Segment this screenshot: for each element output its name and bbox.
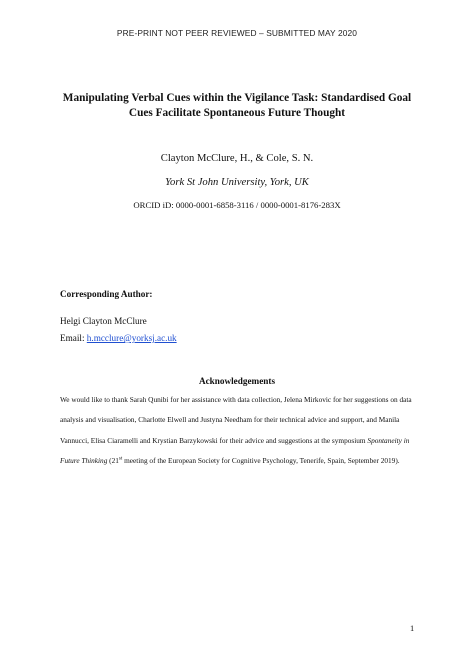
ack-text-part2: (21 — [107, 456, 119, 466]
email-link[interactable]: h.mcclure@yorksj.ac.uk — [86, 333, 177, 343]
paper-title: Manipulating Verbal Cues within the Vigilance Task: Standardised Goal Cues Facilitate Spontaneous Future Thought — [62, 92, 412, 119]
corresponding-author-name: Helgi Clayton McClure — [60, 316, 147, 326]
acknowledgements-heading: Acknowledgements — [198, 376, 276, 386]
author-list: Clayton McClure, H., & Cole, S. N. — [160, 153, 314, 164]
preprint-notice: PRE-PRINT NOT PEER REVIEWED – SUBMITTED MAY 2020 — [116, 28, 358, 38]
corresponding-author-heading: Corresponding Author: — [60, 289, 153, 299]
orcid-ids: ORCID iD: 0000-0001-6858-3116 / 0000-0001-8176-283X — [133, 200, 341, 210]
ack-text-part3: meeting of the European Society for Cognitive Psychology, Tenerife, Spain, September 2019). — [122, 456, 400, 466]
ack-text-part1: We would like to thank Sarah Qunibi for her assistance with data collection, Jelena Mirkovic for her suggestions on data analysis and visualisation, Charlotte Elwell and Justyna Needham for their technical advice and support, and Manila Vannucci, Elisa Ciaramelli and Krystian Barzykowski for their advice and suggestions at the symposium — [60, 395, 412, 445]
ack-ordinal: st — [118, 456, 123, 462]
ack-symposium-title: Spontaneity in Future Thinking — [60, 435, 410, 466]
affiliation: York St John University, York, UK — [165, 177, 309, 188]
email-label: Email: — [60, 333, 87, 343]
page-number: 1 — [410, 624, 415, 633]
corresponding-author-email — [60, 333, 177, 343]
acknowledgements-text — [60, 390, 420, 472]
